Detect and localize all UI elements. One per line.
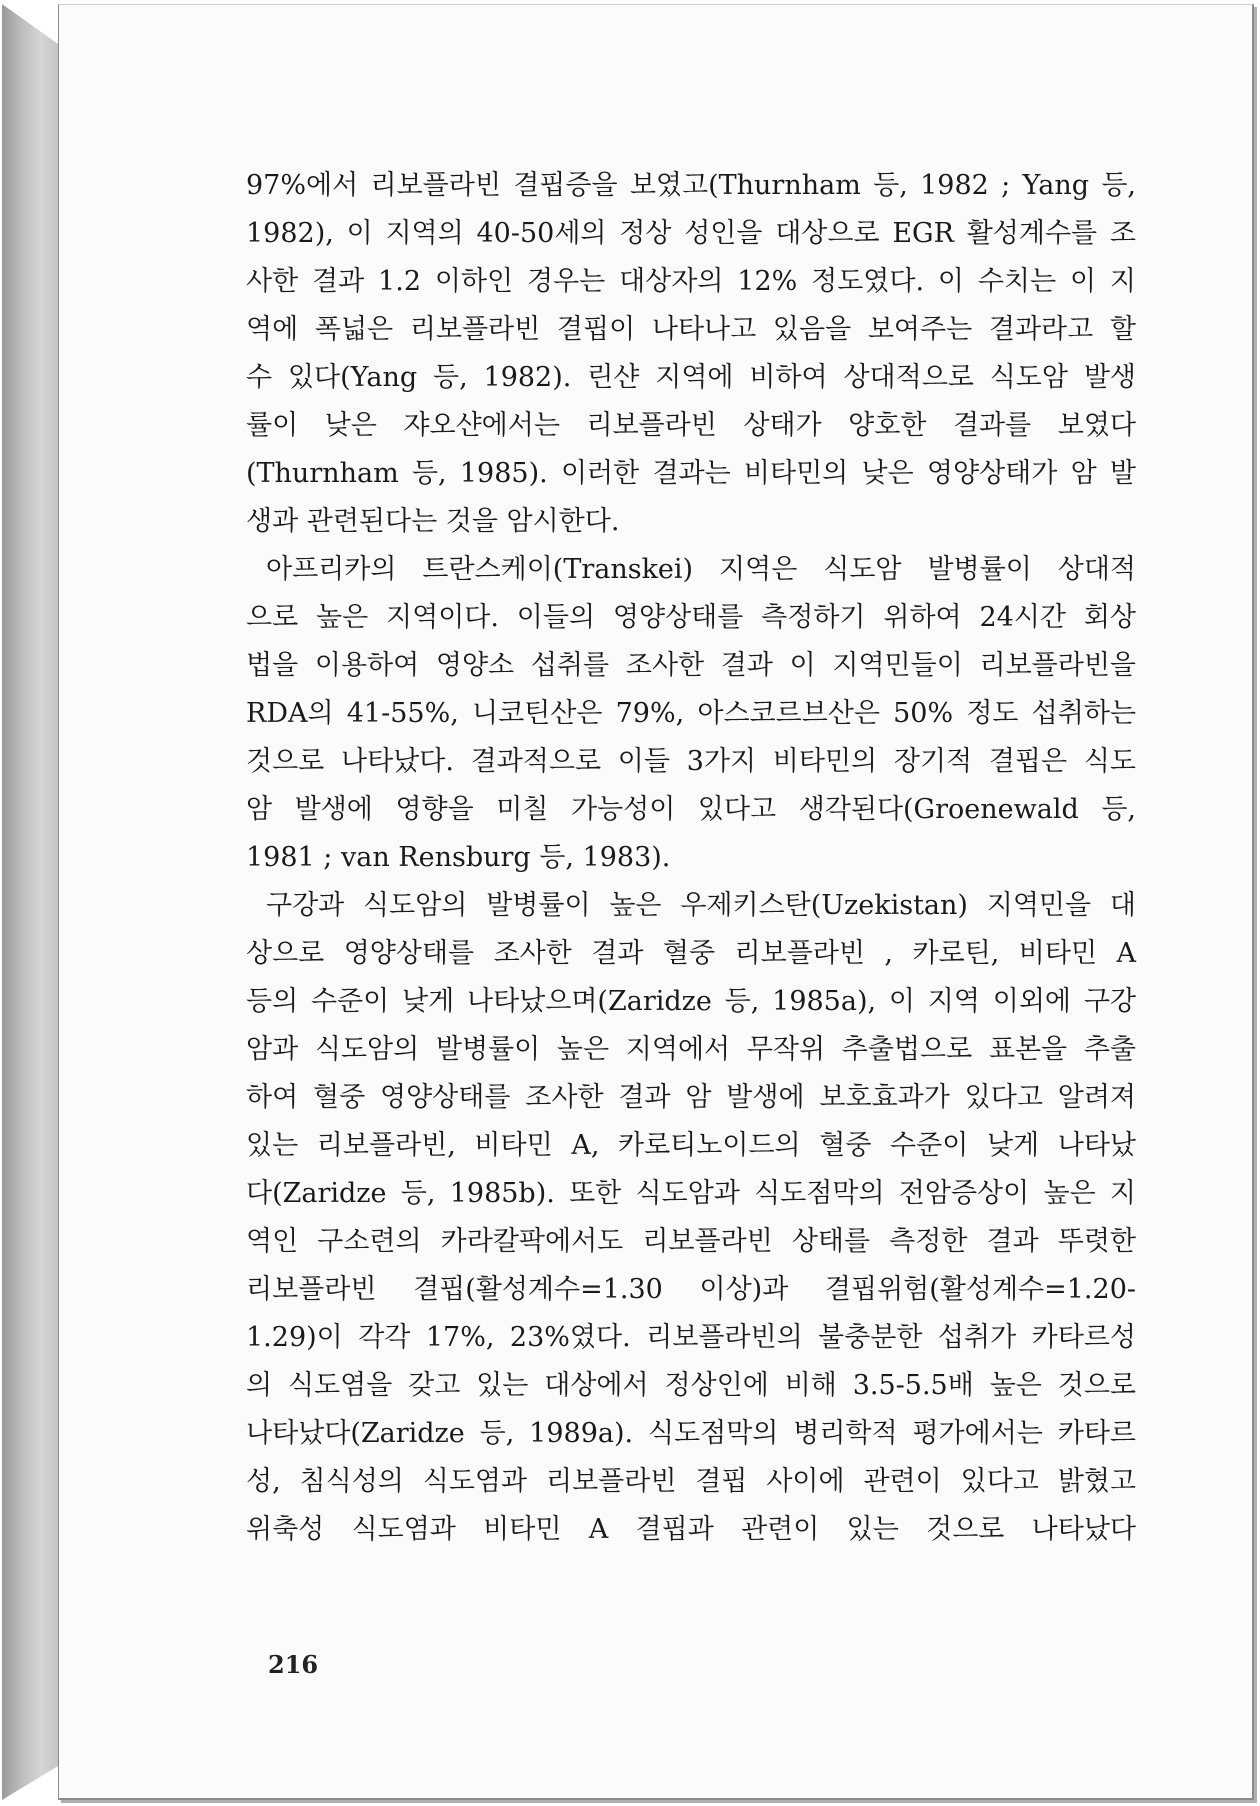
page-number: 216	[268, 1650, 319, 1679]
text-line-15: 1981 ; van Rensburg 등, 1983).	[246, 842, 671, 873]
text-line-22: 다(Zaridze 등, 1985b). 또한 식도암과 식도점막의 전암증상이 높은 지	[246, 1178, 1136, 1209]
text-line-16: 구강과 식도암의 발병률이 높은 우제키스탄(Uzekistan) 지역민을 대	[266, 890, 1136, 921]
text-line-7: (Thurnham 등, 1985). 이러한 결과는 비타민의 낮은 영양상태가 암 발	[246, 458, 1136, 489]
text-line-23: 역인 구소련의 카라칼팍에서도 리보플라빈 상태를 측정한 결과 뚜렷한	[246, 1226, 1136, 1257]
text-line-20: 하여 혈중 영양상태를 조사한 결과 암 발생에 보호효과가 있다고 알려져	[246, 1082, 1136, 1113]
text-line-21: 있는 리보플라빈, 비타민 A, 카로티노이드의 혈중 수준이 낮게 나타났	[246, 1130, 1136, 1161]
text-line-11: 법을 이용하여 영양소 섭취를 조사한 결과 이 지역민들이 리보플라빈을	[246, 650, 1136, 681]
text-line-9: 아프리카의 트란스케이(Transkei) 지역은 식도암 발병률이 상대적	[266, 554, 1136, 585]
text-line-8: 생과 관련된다는 것을 암시한다.	[246, 506, 620, 537]
text-line-18: 등의 수준이 낮게 나타났으며(Zaridze 등, 1985a), 이 지역 이외에 구강	[246, 986, 1136, 1017]
text-line-6: 률이 낮은 쟈오샨에서는 리보플라빈 상태가 양호한 결과를 보였다	[246, 410, 1136, 441]
text-line-13: 것으로 나타났다. 결과적으로 이들 3가지 비타민의 장기적 결핍은 식도	[246, 746, 1136, 777]
text-line-29: 위축성 식도염과 비타민 A 결핍과 관련이 있는 것으로 나타났다	[246, 1514, 1136, 1545]
text-line-3: 사한 결과 1.2 이하인 경우는 대상자의 12% 정도였다. 이 수치는 이 지	[246, 266, 1136, 297]
text-line-4: 역에 폭넓은 리보플라빈 결핍이 나타나고 있음을 보여주는 결과라고 할	[246, 314, 1136, 345]
text-line-17: 상으로 영양상태를 조사한 결과 혈중 리보플라빈 , 카로틴, 비타민 A	[246, 938, 1136, 969]
text-line-24: 리보플라빈 결핍(활성계수=1.30 이상)과 결핍위험(활성계수=1.20-	[246, 1274, 1136, 1305]
text-line-1: 97%에서 리보플라빈 결핍증을 보였고(Thurnham 등, 1982 ; Yang 등,	[246, 170, 1136, 201]
text-line-10: 으로 높은 지역이다. 이들의 영양상태를 측정하기 위하여 24시간 회상	[246, 602, 1136, 633]
text-line-27: 나타났다(Zaridze 등, 1989a). 식도점막의 병리학적 평가에서는 카타르	[246, 1418, 1136, 1449]
body-text	[246, 162, 1136, 1554]
text-line-2: 1982), 이 지역의 40-50세의 정상 성인을 대상으로 EGR 활성계수를 조	[246, 218, 1136, 249]
text-line-26: 의 식도염을 갖고 있는 대상에서 정상인에 비해 3.5-5.5배 높은 것으로	[246, 1370, 1136, 1401]
text-line-19: 암과 식도암의 발병률이 높은 지역에서 무작위 추출법으로 표본을 추출	[246, 1034, 1136, 1065]
text-line-14: 암 발생에 영향을 미칠 가능성이 있다고 생각된다(Groenewald 등,	[246, 794, 1136, 825]
text-line-25: 1.29)이 각각 17%, 23%였다. 리보플라빈의 불충분한 섭취가 카타르성	[246, 1322, 1136, 1353]
text-line-28: 성, 침식성의 식도염과 리보플라빈 결핍 사이에 관련이 있다고 밝혔고	[246, 1466, 1136, 1497]
text-line-5: 수 있다(Yang 등, 1982). 린샨 지역에 비하여 상대적으로 식도암 발생	[246, 362, 1136, 393]
book-page-edges	[2, 4, 58, 1800]
text-line-12: RDA의 41-55%, 니코틴산은 79%, 아스코르브산은 50% 정도 섭취하는	[246, 698, 1136, 729]
